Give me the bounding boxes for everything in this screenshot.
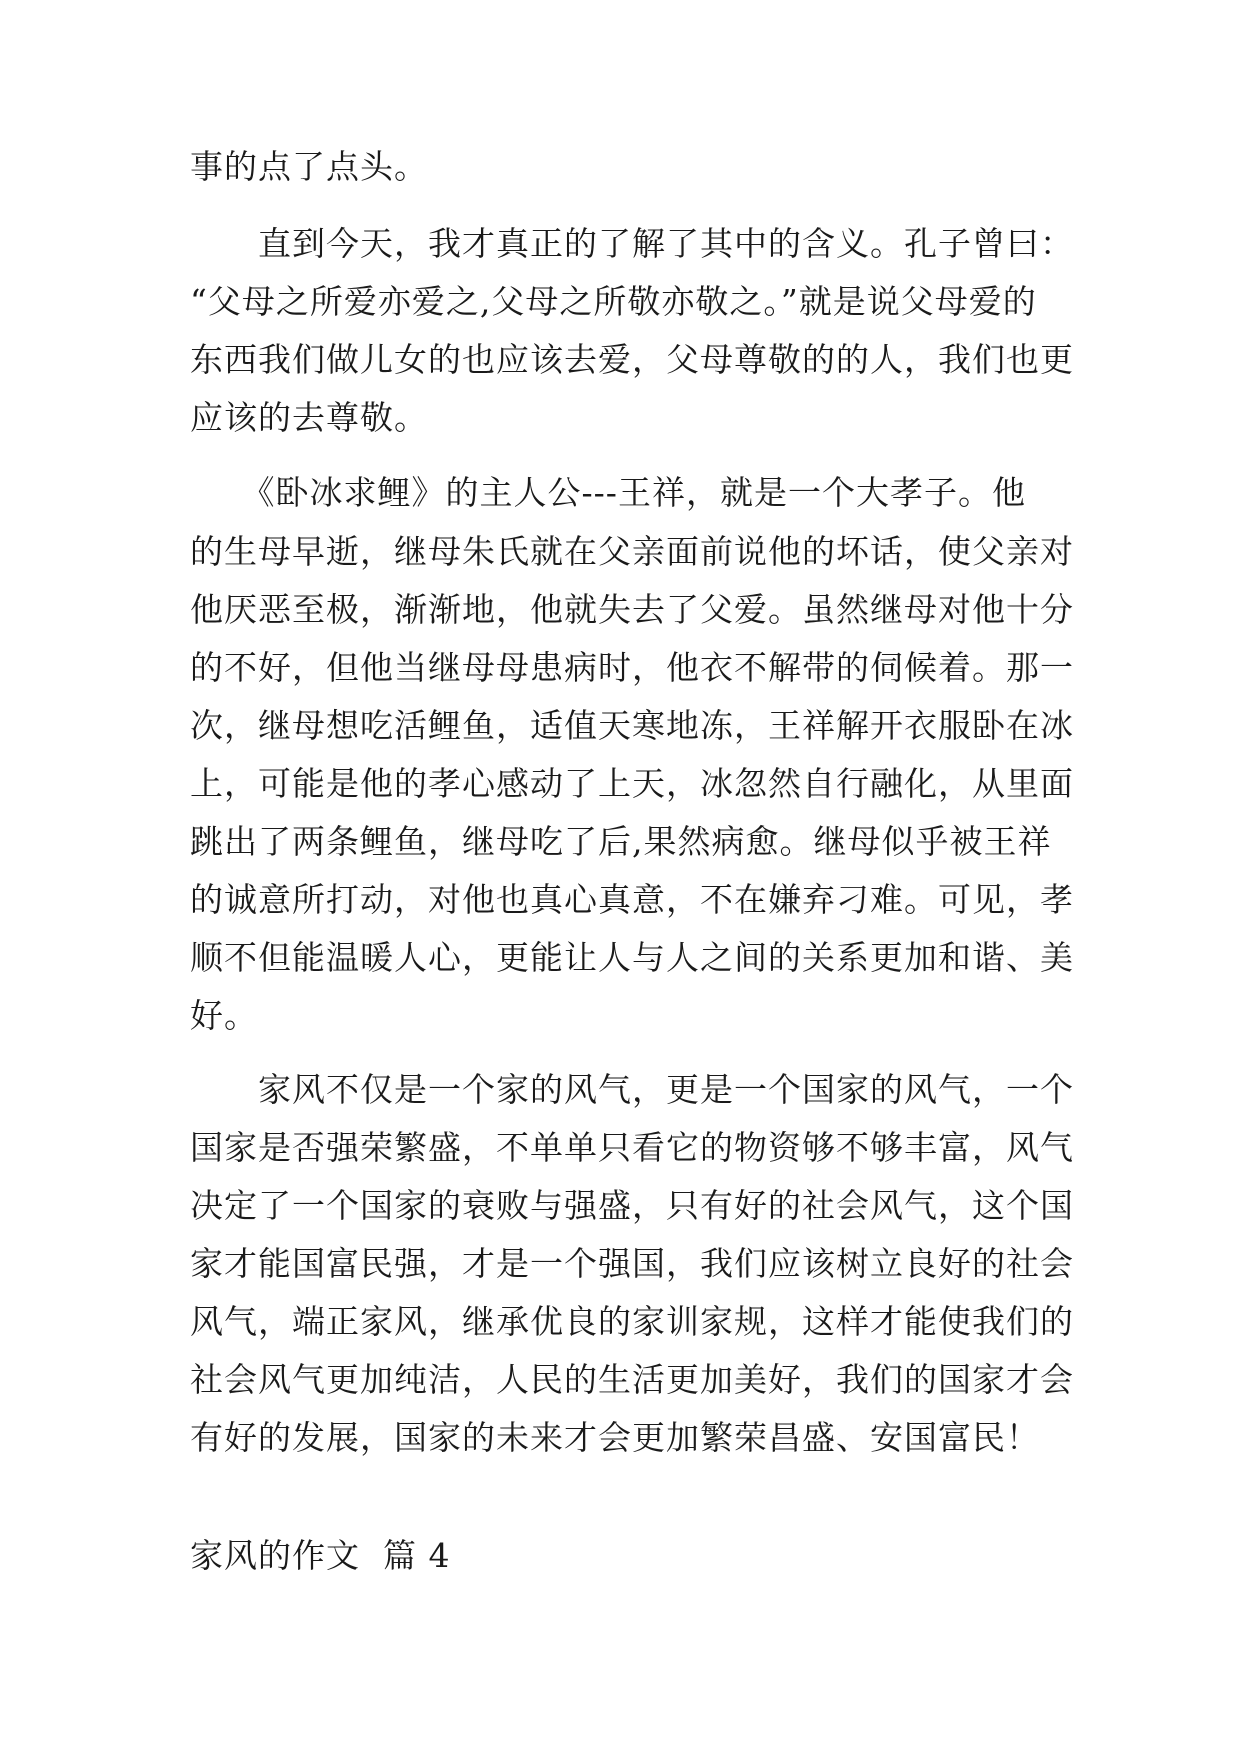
text-line: 应该的去尊敬。 [190, 398, 428, 437]
text-line: 的诚意所打动，对他也真心真意，不在嫌弃刁难。可见，孝 [190, 880, 1074, 919]
text-line: 决定了一个国家的衰败与强盛，只有好的社会风气，这个国 [190, 1186, 1074, 1225]
text-line: 《卧冰求鲤》的主人公---王祥，就是一个大孝子。他 [190, 473, 1026, 512]
text-line: 家风不仅是一个家的风气，更是一个国家的风气，一个 [190, 1070, 1074, 1109]
text-line: 的生母早逝，继母朱氏就在父亲面前说他的坏话，使父亲对 [190, 532, 1074, 571]
text-line: 社会风气更加纯洁，人民的生活更加美好，我们的国家才会 [190, 1360, 1074, 1399]
text-line: 国家是否强荣繁盛，不单单只看它的物资够不够丰富，风气 [190, 1128, 1074, 1167]
text-line: 风气，端正家风，继承优良的家训家规，这样才能使我们的 [190, 1302, 1074, 1341]
text-line: 家才能国富民强，才是一个强国，我们应该树立良好的社会 [190, 1244, 1074, 1283]
section-heading: 家风的作文 篇 4 [190, 1536, 451, 1575]
text-line: 东西我们做儿女的也应该去爱，父母尊敬的的人，我们也更 [190, 340, 1074, 379]
text-line: 事的点了点头。 [190, 147, 428, 186]
text-line: 直到今天，我才真正的了解了其中的含义。孔子曾曰： [190, 224, 1074, 263]
text-line: “父母之所爱亦爱之,父母之所敬亦敬之。”就是说父母爱的 [190, 282, 1037, 321]
text-line: 跳出了两条鲤鱼，继母吃了后,果然病愈。继母似乎被王祥 [190, 822, 1052, 861]
text-line: 他厌恶至极，渐渐地，他就失去了父爱。虽然继母对他十分 [190, 590, 1074, 629]
text-line: 次，继母想吃活鲤鱼，适值天寒地冻，王祥解开衣服卧在冰 [190, 706, 1074, 745]
text-line: 顺不但能温暖人心，更能让人与人之间的关系更加和谐、美 [190, 938, 1074, 977]
text-line: 的不好，但他当继母母患病时，他衣不解带的伺候着。那一 [190, 648, 1074, 687]
text-line: 上，可能是他的孝心感动了上天，冰忽然自行融化，从里面 [190, 764, 1074, 803]
text-line: 有好的发展，国家的未来才会更加繁荣昌盛、安国富民！ [190, 1418, 1040, 1457]
text-line: 好。 [190, 996, 258, 1035]
